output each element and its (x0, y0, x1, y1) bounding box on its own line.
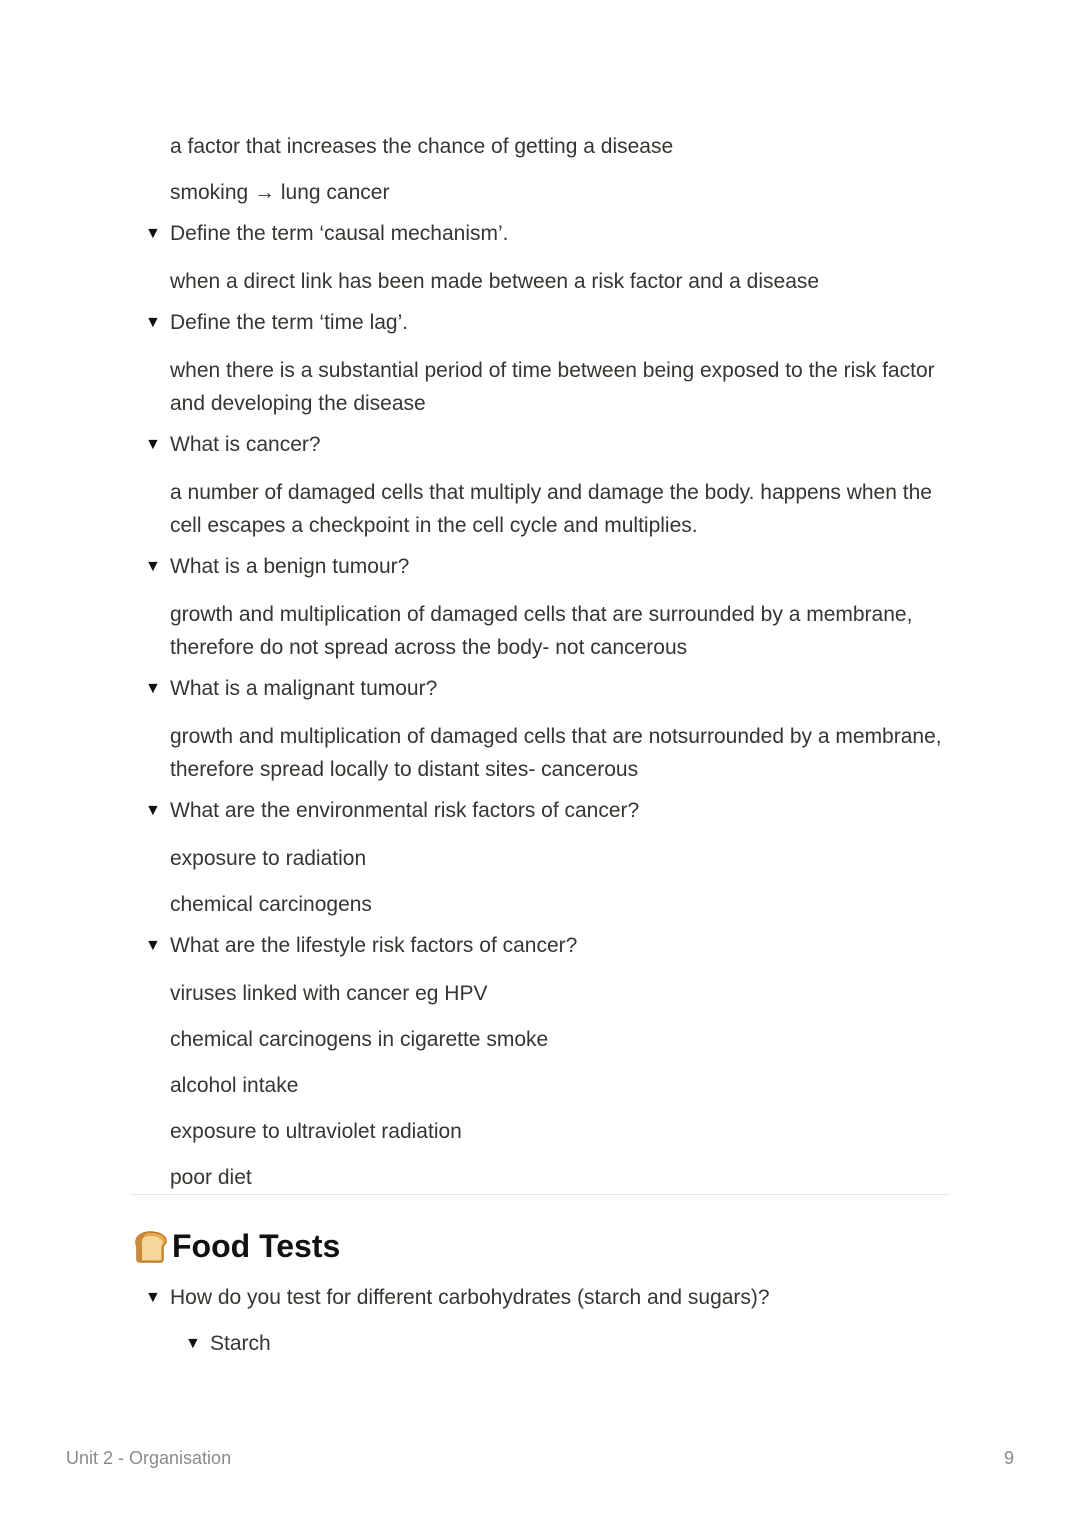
toggle-triangle-icon[interactable]: ▼ (145, 1289, 161, 1306)
answer-line: when there is a substantial period of time between being exposed to the risk factor and developing the disease (170, 359, 935, 415)
toggle-triangle-icon[interactable]: ▼ (145, 436, 161, 453)
notes-content (145, 128, 955, 1205)
answer-line: exposure to radiation (170, 847, 367, 870)
toggle-triangle-icon[interactable]: ▼ (145, 680, 161, 697)
answer-line: smoking → lung cancer (170, 181, 390, 204)
toggle-question: How do you test for different carbohydrates (starch and sugars)? (170, 1286, 770, 1309)
toggle-question: What is cancer? (170, 433, 321, 456)
toggle-triangle-icon[interactable]: ▼ (145, 314, 161, 331)
toggle-triangle-icon[interactable]: ▼ (185, 1335, 201, 1352)
toggle-question: Define the term ‘causal mechanism’. (170, 222, 509, 245)
footer-title: Unit 2 - Organisation (66, 1448, 232, 1468)
answer-line: when a direct link has been made between a risk factor and a disease (170, 270, 820, 293)
page-number: 9 (1004, 1448, 1015, 1468)
toggle-carbohydrate-tests[interactable] (145, 1284, 955, 1312)
toggle-question: What are the lifestyle risk factors of cancer? (170, 934, 578, 957)
answer-line: exposure to ultraviolet radiation (170, 1120, 462, 1143)
toggle-question: What is a malignant tumour? (170, 677, 438, 700)
toggle-triangle-icon[interactable]: ▼ (145, 558, 161, 575)
answer-line: growth and multiplication of damaged cells that are notsurrounded by a membrane, therefore spread locally to distant sites- cancerous (170, 725, 942, 781)
section-heading-food-tests (130, 1226, 340, 1266)
bread-icon (130, 1226, 170, 1266)
toggle-causal-mechanism[interactable] (145, 220, 955, 248)
toggle-triangle-icon[interactable]: ▼ (145, 225, 161, 242)
toggle-environmental-risk-factors[interactable] (145, 797, 955, 825)
toggle-malignant-tumour[interactable] (145, 675, 955, 703)
answer-line: chemical carcinogens in cigarette smoke (170, 1028, 549, 1051)
section-heading-text: Food Tests (172, 1227, 341, 1264)
toggle-what-is-cancer[interactable] (145, 431, 955, 459)
toggle-question: Define the term ‘time lag’. (170, 311, 409, 334)
answer-line: a number of damaged cells that multiply and damage the body. happens when the cell escapes a checkpoint in the cell cycle and multiplies. (170, 481, 932, 537)
answer-line: viruses linked with cancer eg HPV (170, 982, 488, 1005)
toggle-triangle-icon[interactable]: ▼ (145, 937, 161, 954)
toggle-starch[interactable] (185, 1330, 955, 1358)
answer-line: poor diet (170, 1166, 252, 1189)
answer-line: alcohol intake (170, 1074, 299, 1097)
toggle-question: What are the environmental risk factors of cancer? (170, 799, 640, 822)
toggle-triangle-icon[interactable]: ▼ (145, 802, 161, 819)
answer-line: a factor that increases the chance of getting a disease (170, 135, 674, 158)
toggle-label-starch: Starch (210, 1332, 271, 1355)
answer-line: chemical carcinogens (170, 893, 372, 916)
toggle-benign-tumour[interactable] (145, 553, 955, 581)
section-divider (130, 1194, 950, 1195)
answer-line: growth and multiplication of damaged cells that are surrounded by a membrane, therefore do not spread across the body- not cancerous (170, 603, 913, 659)
food-tests-content (145, 1281, 955, 1373)
toggle-time-lag[interactable] (145, 309, 955, 337)
toggle-lifestyle-risk-factors[interactable] (145, 932, 955, 960)
toggle-question: What is a benign tumour? (170, 555, 410, 578)
